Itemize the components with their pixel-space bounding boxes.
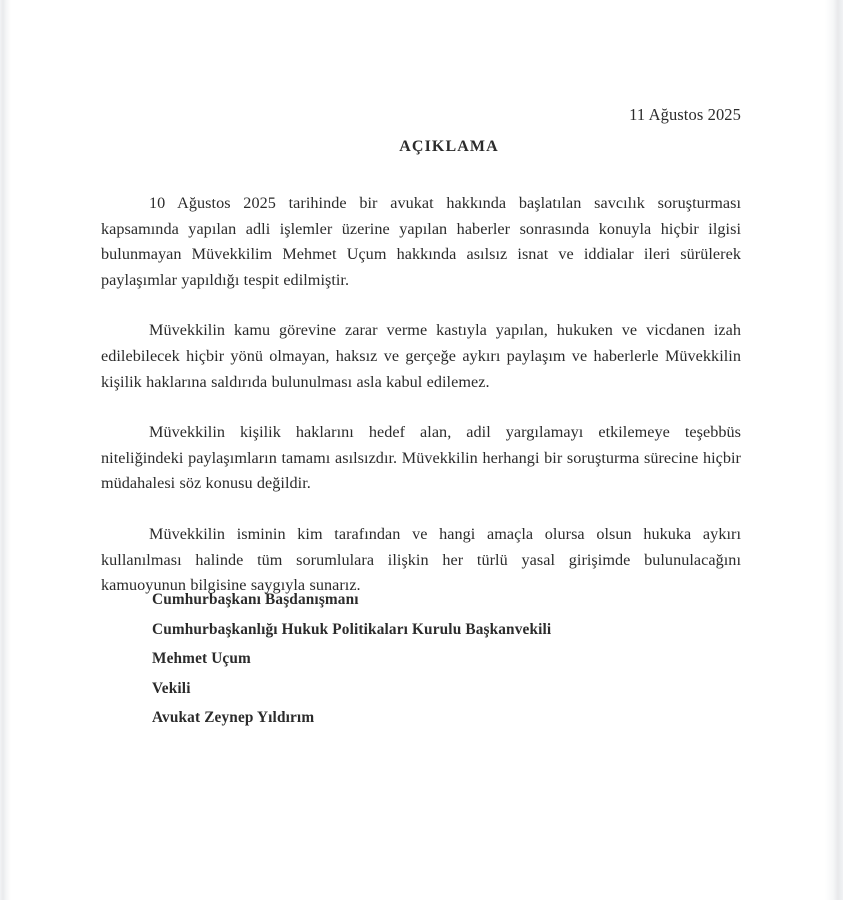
body-paragraph: Müvekkilin kamu görevine zarar verme kastıyla yapılan, hukuken ve vicdanen izah edilebilecek hiçbir yönü olmayan, haksız ve gerçeğe aykırı paylaşım ve haberlerle Müvekkilin kişilik haklarına saldırıda bulunulması asla kabul edilemez. xyxy=(101,321,741,391)
body-paragraph: 10 Ağustos 2025 tarihinde bir avukat hakkında başlatılan savcılık soruşturması kapsamında yapılan adli işlemler üzerine yapılan haberler sonrasında konuyla hiçbir ilgisi bulunmayan Müvekkilim Mehmet Uçum hakkında asılsız isnat ve iddialar ileri sürülerek paylaşımlar yapıldığı tespit edilmiştir. xyxy=(101,194,741,289)
signature-line: Cumhurbaşkanı Başdanışmanı xyxy=(152,591,359,608)
document-sheet xyxy=(101,0,741,900)
page-right-edge xyxy=(825,0,843,900)
signature-line: Avukat Zeynep Yıldırım xyxy=(152,709,315,726)
signature-line: Cumhurbaşkanlığı Hukuk Politikaları Kurulu Başkanvekili xyxy=(152,620,552,638)
signature-line: Mehmet Uçum xyxy=(152,650,251,667)
document-date: 11 Ağustos 2025 xyxy=(629,105,741,124)
signature-line: Vekili xyxy=(152,679,191,697)
page-left-edge xyxy=(0,0,11,900)
body-paragraph: Müvekkilin isminin kim tarafından ve hangi amaçla olursa olsun hukuka aykırı kullanılması halinde tüm sorumlulara ilişkin her türlü yasal girişimde bulunulacağını kamuoyunun bilgisine saygıyla sunarız. xyxy=(101,524,741,595)
document-title: AÇIKLAMA xyxy=(399,138,499,155)
body-paragraph: Müvekkilin kişilik haklarını hedef alan, adil yargılamayı etkilemeye teşebbüs niteliğindeki paylaşımların tamamı asılsızdır. Müvekkilin herhangi bir soruşturma sürecine hiçbir müdahalesi söz konusu değildir. xyxy=(101,423,741,493)
document-body xyxy=(101,191,741,599)
signature-block xyxy=(152,590,742,728)
